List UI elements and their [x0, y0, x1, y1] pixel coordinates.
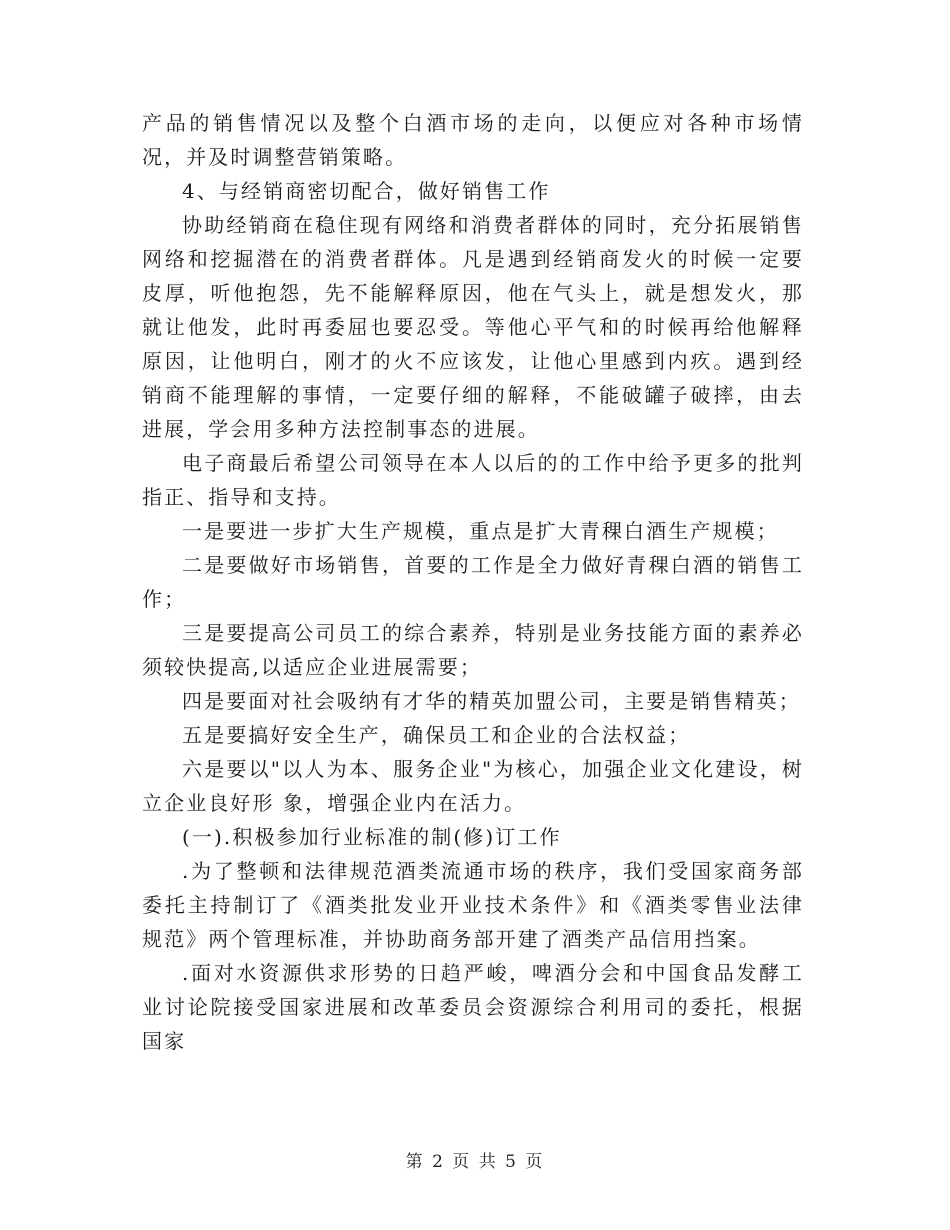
paragraph-13: .面对水资源供求形势的日趋严峻，啤酒分会和中国食品发酵工业讨论院接受国家进展和改革委员会资源综合利用司的委托，根据国家 — [142, 961, 804, 1053]
paragraph-1: 产品的销售情况以及整个白酒市场的走向，以便应对各种市场情况，并及时调整营销策略。 — [142, 111, 804, 169]
paragraph-12: .为了整顿和法律规范酒类流通市场的秩序，我们受国家商务部委托主持制订了《酒类批发业开业技术条件》和《酒类零售业法律规范》两个管理标准，并协助商务部开建了酒类产品信用挡案。 — [142, 859, 804, 951]
paragraph-11: (一).积极参加行业标准的制(修)订工作 — [182, 825, 562, 849]
paragraph-8: 四是要面对社会吸纳有才华的精英加盟公司，主要是销售精英； — [182, 689, 801, 713]
paragraph-9: 五是要搞好安全生产，确保员工和企业的合法权益； — [182, 723, 691, 747]
paragraph-7: 三是要提高公司员工的综合素养，特别是业务技能方面的素养必须较快提高,以适应企业进展需要； — [142, 621, 804, 679]
paragraph-6: 二是要做好市场销售，首要的工作是全力做好青稞白酒的销售工作； — [142, 553, 804, 611]
paragraph-4: 电子商最后希望公司领导在本人以后的的工作中给予更多的批判指正、指导和支持。 — [142, 451, 804, 509]
document-body — [142, 106, 804, 1058]
page-number-footer: 第 2 页 共 5 页 — [405, 1152, 545, 1172]
paragraph-5: 一是要进一步扩大生产规模，重点是扩大青稞白酒生产规模； — [182, 519, 779, 543]
paragraph-3: 协助经销商在稳住现有网络和消费者群体的同时，充分拓展销售网络和挖掘潜在的消费者群体。凡是遇到经销商发火的时候一定要皮厚，听他抱怨，先不能解释原因，他在气头上，就是想发火，那就让他发，此时再委屈也要忍受。等他心平气和的时候再给他解释原因，让他明白，刚才的火不应该发，让他心里感到内疚。遇到经销商不能理解的事情，一定要仔细的解释，不能破罐子破摔，由去进展，学会用多种方法控制事态的进展。 — [142, 213, 804, 441]
paragraph-10: 六是要以"以人为本、服务企业"为核心，加强企业文化建设，树立企业良好形 象，增强企业内在活力。 — [142, 757, 804, 815]
paragraph-2: 4、与经销商密切配合，做好销售工作 — [182, 179, 551, 203]
